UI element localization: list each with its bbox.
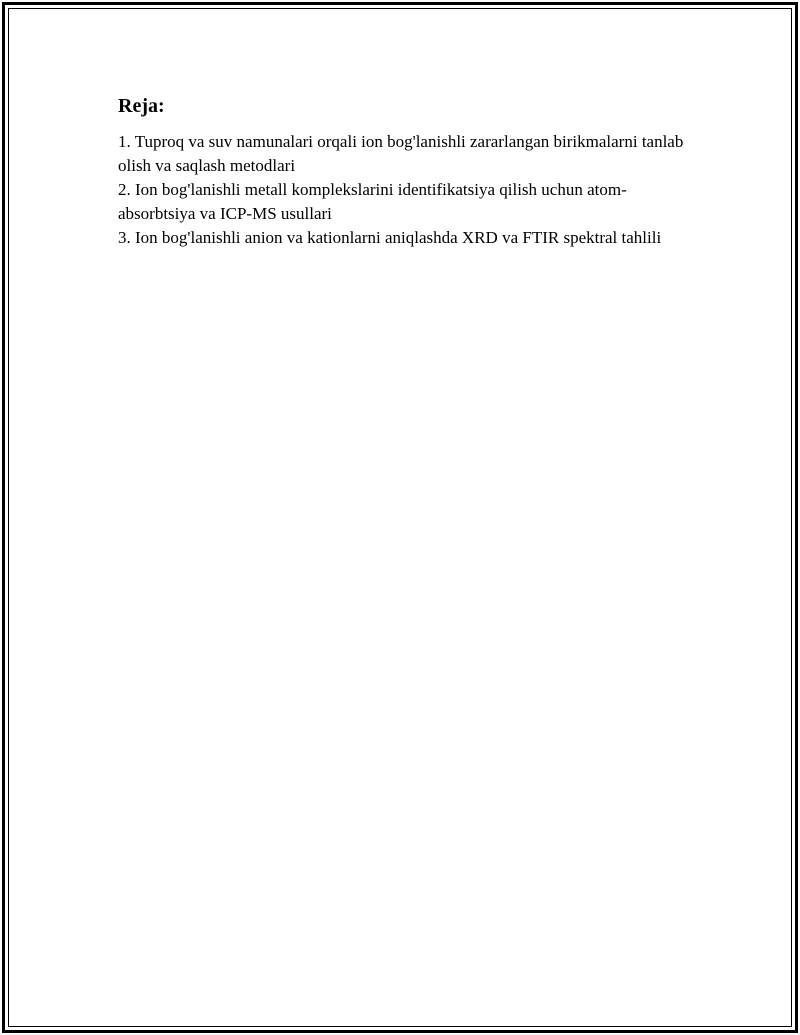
plan-item-1: 1. Tuproq va suv namunalari orqali ion bog'lanishli zararlangan birikmalarni tanlab olish va saqlash metodlari (118, 132, 684, 175)
plan-list (118, 130, 693, 250)
plan-item-3: 3. Ion bog'lanishli anion va kationlarni aniqlashda XRD va FTIR spektral tahlili (118, 228, 662, 247)
plan-item-2: 2. Ion bog'lanishli metall komplekslarini identifikatsiya qilish uchun atom-absorbtsiya va ICP-MS usullari (118, 180, 627, 223)
page-content (118, 94, 693, 250)
plan-heading: Reja: (118, 95, 165, 117)
